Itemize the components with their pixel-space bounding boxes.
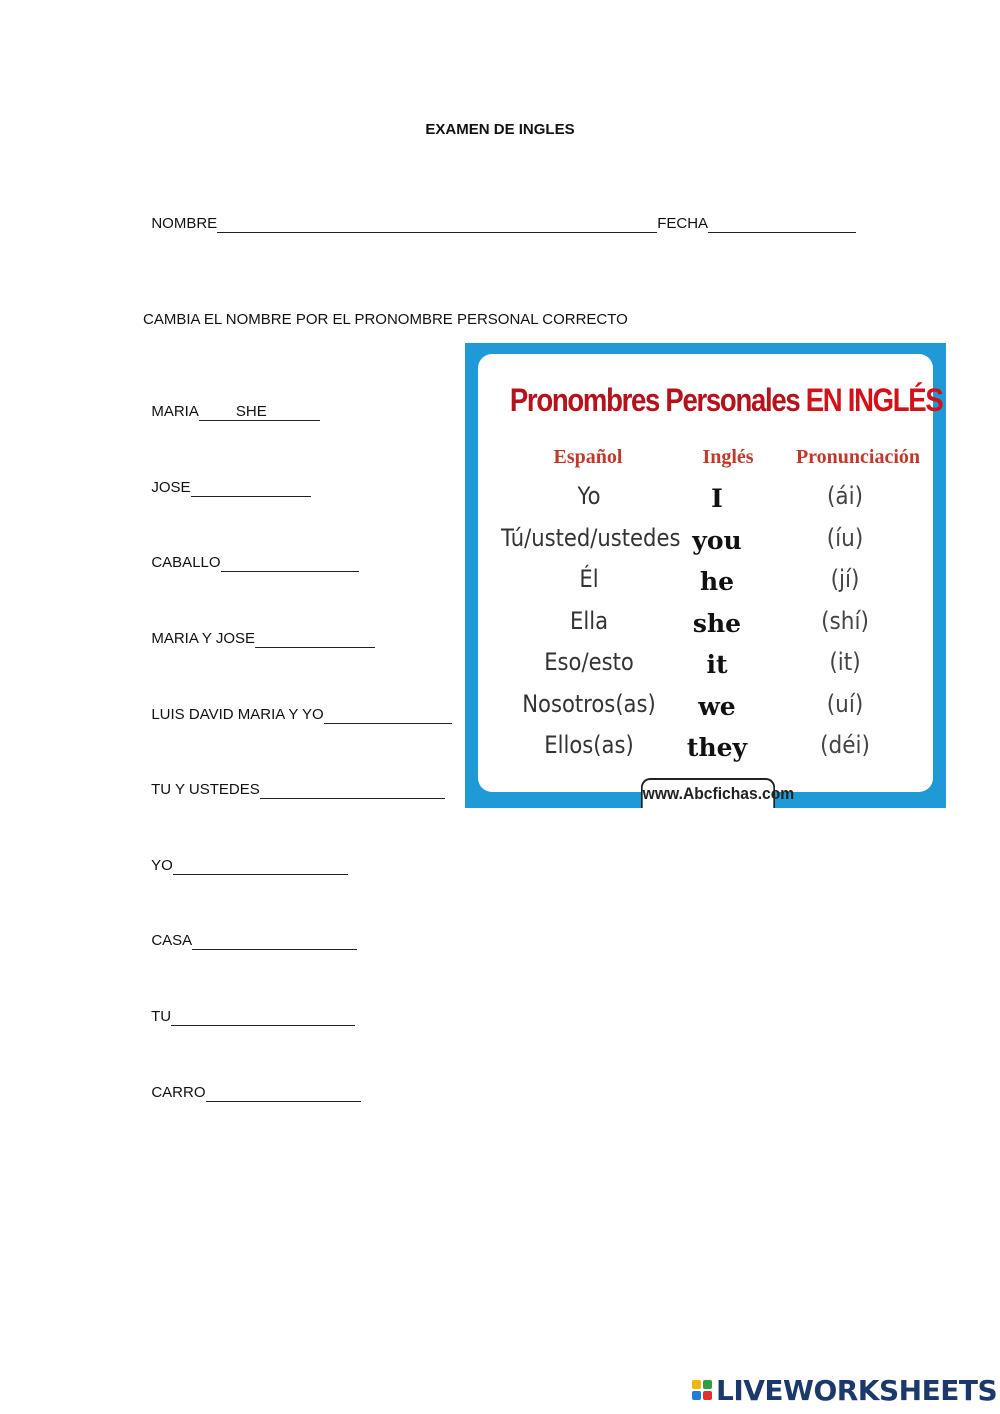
row-english: I: [711, 484, 723, 513]
exercise-label: CARRO: [151, 1084, 206, 1101]
exercise-item: [143, 1067, 361, 1102]
date-label: FECHA: [657, 215, 709, 232]
exercise-item: [143, 764, 445, 799]
exercise-label: JOSE: [151, 479, 191, 496]
exercise-item: [143, 915, 357, 950]
answer-input[interactable]: [173, 857, 348, 875]
row-spanish: Yo: [577, 482, 601, 510]
logo-text: LIVEWORKSHEETS: [716, 1373, 998, 1407]
page-title: EXAMEN DE INGLES: [425, 121, 575, 138]
row-pronunciation: (jí): [830, 565, 860, 593]
answer-input[interactable]: [192, 932, 357, 950]
answer-input[interactable]: [171, 1008, 355, 1026]
pronoun-table: [478, 354, 943, 792]
exercise-label: MARIA Y JOSE: [151, 630, 255, 647]
exercise-label: CASA: [151, 932, 193, 949]
answer-input[interactable]: [260, 781, 445, 799]
answer-input[interactable]: [206, 1084, 361, 1102]
card-title-part1: Pronombres Personales: [509, 382, 800, 418]
name-label: NOMBRE: [151, 215, 218, 232]
logo-icon: [692, 1380, 712, 1400]
pronoun-reference-image: [465, 343, 946, 808]
row-pronunciation: (íu): [826, 524, 864, 552]
name-input[interactable]: [217, 215, 657, 233]
header-line: [143, 198, 856, 233]
row-english: he: [699, 567, 735, 596]
row-english: we: [698, 692, 736, 721]
row-english: it: [706, 650, 728, 679]
exercise-item: [143, 462, 311, 497]
exercise-label: LUIS DAVID MARIA Y YO: [151, 706, 324, 723]
header-pronunciation: Pronunciación: [795, 446, 921, 468]
exercise-item: [143, 613, 375, 648]
liveworksheets-logo: [692, 1372, 997, 1408]
answer-input[interactable]: [191, 479, 311, 497]
row-spanish: Ella: [569, 607, 609, 635]
row-spanish: Nosotros(as): [522, 690, 656, 718]
row-spanish: Él: [579, 565, 599, 593]
row-english: they: [686, 733, 748, 762]
row-spanish: Tú/usted/ustedes: [501, 524, 681, 552]
exercise-item: [143, 537, 359, 572]
answer-input[interactable]: [221, 554, 359, 572]
exercise-item: [143, 840, 348, 875]
row-english: you: [692, 526, 742, 555]
exercise-label: YO: [151, 857, 173, 874]
site-watermark: www.Abcfichas.com: [641, 778, 775, 808]
row-pronunciation: (shí): [821, 607, 869, 635]
exercise-label: TU Y USTEDES: [151, 781, 260, 798]
exercise-item: [143, 689, 452, 724]
row-pronunciation: (uí): [826, 690, 864, 718]
card-title: [509, 382, 943, 419]
answer-input[interactable]: [324, 706, 452, 724]
exercise-item: [143, 386, 320, 421]
header-spanish: Español: [553, 446, 623, 468]
exercise-label: CABALLO: [151, 554, 221, 571]
row-pronunciation: (ái): [826, 482, 864, 510]
date-input[interactable]: [708, 215, 856, 233]
card-title-part2: EN INGLÉS: [805, 382, 943, 418]
exercise-item: [143, 991, 355, 1026]
row-pronunciation: (déi): [820, 731, 870, 759]
row-english: she: [692, 609, 742, 638]
exercise-label: MARIA: [151, 403, 199, 420]
row-spanish: Eso/esto: [544, 648, 634, 676]
row-spanish: Ellos(as): [544, 731, 634, 759]
answer-input[interactable]: [255, 630, 375, 648]
instruction-text: CAMBIA EL NOMBRE POR EL PRONOMBRE PERSONAL CORRECTO: [143, 311, 628, 328]
exercise-label: TU: [151, 1008, 172, 1025]
row-pronunciation: (it): [829, 648, 861, 676]
header-english: Inglés: [702, 446, 754, 468]
answer-input[interactable]: [199, 403, 320, 421]
